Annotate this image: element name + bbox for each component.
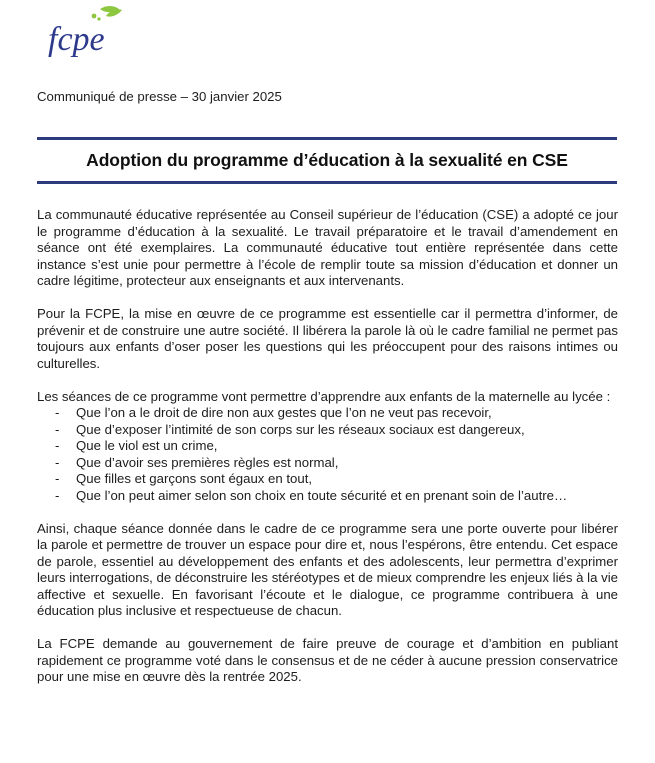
list-item: - Que le viol est un crime, bbox=[55, 438, 218, 453]
page-title: Adoption du programme d’éducation à la sexualité en CSE bbox=[86, 150, 568, 170]
paragraph-list-intro: Les séances de ce programme vont permettre d’apprendre aux enfants de la maternelle au lycée : bbox=[37, 388, 611, 404]
list-item: - Que d’exposer l’intimité de son corps sur les réseaux sociaux est dangereux, bbox=[55, 421, 525, 437]
paragraph-government-demand: La FCPE demande au gouvernement de faire preuve de courage et d’ambition en publiant rapidement ce programme voté dans le consensus et de ne céder à aucune pression conservatrice pour une mise en œuvre dès la rentrée 2025. bbox=[37, 636, 618, 684]
bullet-dash: - bbox=[55, 405, 60, 420]
fcpe-logo-graphic bbox=[48, 4, 126, 58]
bullet-dash: - bbox=[55, 438, 60, 453]
leaf-icon bbox=[92, 6, 122, 21]
title-banner bbox=[37, 137, 617, 184]
learning-objectives-list bbox=[37, 405, 618, 504]
bullet-dash: - bbox=[55, 471, 60, 486]
paragraph-speech-space: Ainsi, chaque séance donnée dans le cadre de ce programme sera une porte ouverte pour libérer la parole et permettre de trouver un espace pour dire et, nous l’espérons, être entendu. Cet espace de parole, essentiel au développement des enfants et des adolescents, leur permettra d’exprimer leurs interrogations, de déconstruire les stéréotypes et de mieux comprendre les enjeux liés à la vie affective et sexuelle. En favorisant l’écoute et le dialogue, ce programme contribuera à une éducation plus inclusive et respectueuse de chacun. bbox=[37, 520, 618, 618]
bullet-dash: - bbox=[55, 487, 60, 503]
paragraph-cse-adoption: La communauté éducative représentée au Conseil supérieur de l’éducation (CSE) a adopté ce jour le programme d’éducation à la sexualité. Le travail préparatoire et le travail d’amendement en séance ont été exemplaires. La communauté éducative tout entière représentée dans cette instance s’est unie pour permettre à l’école de remplir toute sa mission d’éducation et donner un cadre légitime, protecteur aux enseignants et aux intervenants. bbox=[37, 207, 618, 288]
article-body bbox=[37, 207, 618, 702]
list-item: - Que l’on a le droit de dire non aux gestes que l’on ne veut pas recevoir, bbox=[55, 405, 492, 420]
list-item: - Que l’on peut aimer selon son choix en toute sécurité et en prenant soin de l’autre… bbox=[55, 487, 568, 503]
list-item: - Que d’avoir ses premières règles est normal, bbox=[55, 454, 339, 470]
press-release-date: Communiqué de presse – 30 janvier 2025 bbox=[37, 89, 282, 104]
bullet-dash: - bbox=[55, 454, 60, 470]
list-item: - Que filles et garçons sont égaux en tout, bbox=[55, 471, 313, 486]
paragraph-fcpe-position: Pour la FCPE, la mise en œuvre de ce programme est essentielle car il permettra d’informer, de prévenir et de construire une autre société. Il libérera la parole là où le cadre familial ne permet pas toujours aux enfants d’oser poser les questions qui les préoccupent pour des raisons intimes ou culturelles. bbox=[37, 306, 618, 371]
logo-wordmark: fcpe bbox=[48, 21, 105, 58]
fcpe-logo bbox=[48, 4, 126, 58]
bullet-dash: - bbox=[55, 421, 60, 437]
